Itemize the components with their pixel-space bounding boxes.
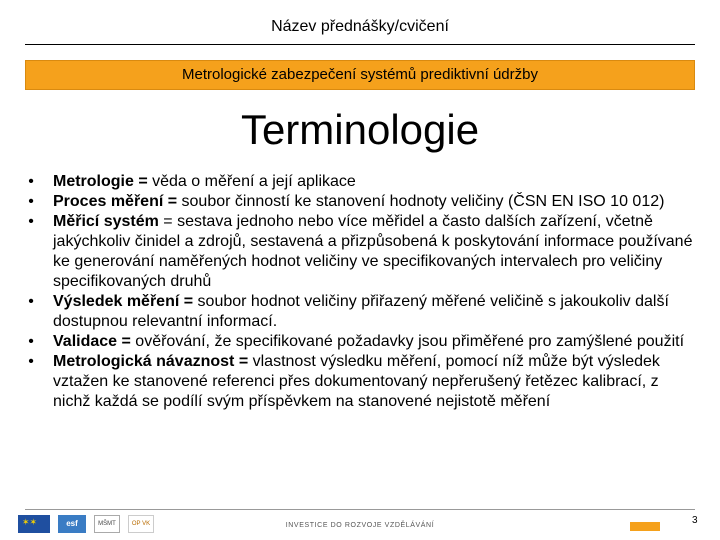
slide-title: Terminologie (240, 106, 480, 153)
list-item (25, 292, 695, 332)
page-number: 3 (692, 515, 698, 526)
term: Proces měření = (53, 193, 178, 210)
term: Výsledek měření = (53, 293, 194, 310)
definition: soubor hodnot veličiny přiřazený měřené veličině s jakoukoliv další dostupnou relevantní informací. (53, 293, 669, 330)
list-item (25, 192, 695, 212)
bullet-icon: • (28, 333, 34, 350)
bullet-icon: • (28, 293, 34, 310)
lecture-title: Název přednášky/cvičení (271, 18, 449, 35)
list-item (25, 172, 695, 192)
course-banner-text: Metrologické zabezpečení systémů prediktivní údržby (181, 66, 538, 83)
definition: ověřování, že specifikované požadavky jsou přiměřené pro zamýšlené použití (130, 333, 685, 350)
definition: = sestava jednoho nebo více měřidel a často dalších zařízení, včetně jakýchkoliv činidel a zdrojů, sestavená a přizpůsobená k poskytování informace používané ke generování naměřených hodnot veličiny ve specifikovaných intervalech pro veličiny specifikovaných druhů (53, 213, 693, 290)
bullet-icon: • (28, 173, 34, 190)
term: Metrologie = (53, 173, 148, 190)
esf-logo: esf (58, 515, 86, 533)
institution-logo-bar (630, 522, 660, 531)
institution-logo (630, 518, 688, 534)
course-banner (25, 60, 695, 90)
definition: věda o měření a její aplikace (147, 173, 356, 190)
term: Validace = (53, 333, 131, 350)
list-item (25, 212, 695, 292)
definition: vlastnost výsledku měření, pomocí níž může být výsledek vztažen ke stanovené referenci přes dokumentovaný nepřerušený řetězec kalibrací, z nichž každá se podílí svým příspěvkem na stanovené nejistotě měření (53, 353, 660, 410)
header-divider (25, 44, 695, 45)
footer-text: INVESTICE DO ROZVOJE VZDĚLÁVÁNÍ (285, 522, 435, 529)
term: Měřicí systém (53, 213, 159, 230)
bullet-icon: • (28, 353, 34, 370)
op-vk-logo: OP VK (128, 515, 154, 533)
bullet-icon: • (28, 213, 34, 230)
definition: soubor činností ke stanovení hodnoty veličiny (ČSN EN ISO 10 012) (177, 193, 665, 210)
list-item (25, 352, 695, 412)
footer-divider (25, 509, 695, 510)
list-item (25, 332, 695, 352)
bullet-icon: • (28, 193, 34, 210)
term: Metrologická návaznost = (53, 353, 249, 370)
definition-list (25, 172, 695, 412)
msmt-logo: MŠMT (94, 515, 120, 533)
